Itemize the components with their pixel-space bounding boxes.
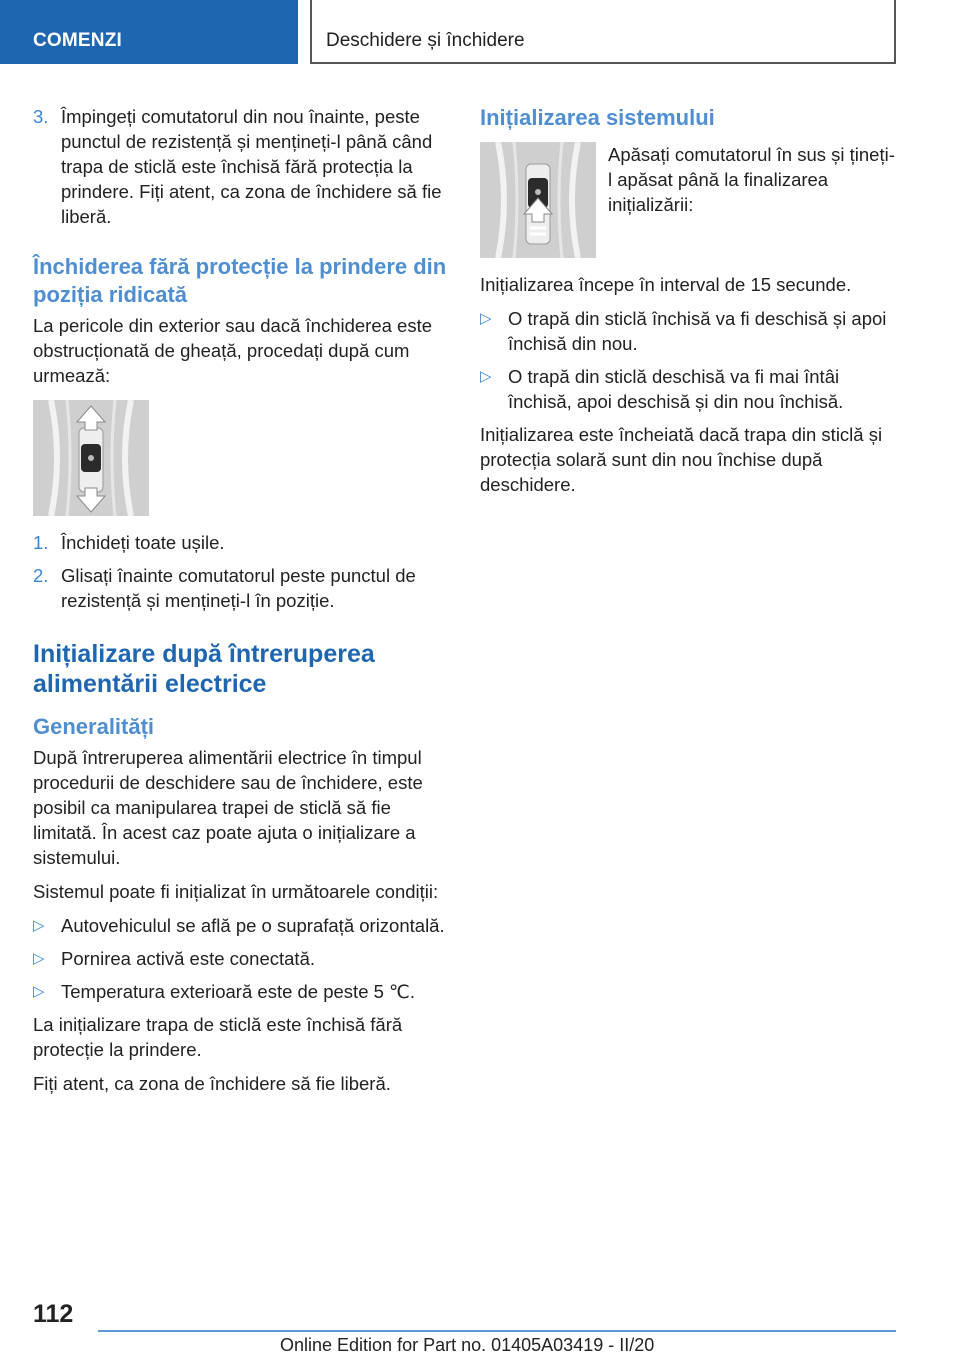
list-item xyxy=(33,979,449,1004)
section-title: Inițializare după întreruperea alimentării electrice xyxy=(33,640,375,698)
paragraph-press: Apăsați comutatorul în sus și țineți-l apăsat până la finalizarea inițializării: xyxy=(608,144,895,215)
triangle-bullet-icon: ▷ xyxy=(480,368,492,385)
heading-general: Generalități xyxy=(33,714,155,739)
triangle-bullet-icon: ▷ xyxy=(480,310,492,327)
step-item xyxy=(33,104,449,229)
list-item xyxy=(33,913,449,938)
sunroof-switch-slide-illustration xyxy=(33,400,149,516)
right-column xyxy=(480,104,896,506)
step-item xyxy=(33,530,449,555)
switch-figure-press xyxy=(480,142,596,258)
sunroof-switch-press-illustration xyxy=(480,142,596,258)
paragraph-end: Inițializarea este încheiată dacă trapa din sticlă și protecția solară sunt din nou închise după deschidere. xyxy=(480,424,883,495)
list-item-text: O trapă din sticlă deschisă va fi mai întâi închisă, apoi deschisă și din nou închisă. xyxy=(508,366,844,412)
header-chapter-label: Deschidere și închidere xyxy=(326,30,525,51)
list-item-text: Pornirea activă este conectată. xyxy=(61,948,316,969)
figure-with-text xyxy=(480,142,896,258)
triangle-bullet-icon: ▷ xyxy=(33,950,45,967)
header-section-label: COMENZI xyxy=(33,30,123,51)
triangle-bullet-icon: ▷ xyxy=(33,917,45,934)
paragraph-start: Inițializarea începe în interval de 15 secunde. xyxy=(480,274,852,295)
list-item xyxy=(480,306,896,356)
step-item xyxy=(33,563,449,613)
paragraph-attention: Fiți atent, ca zona de închidere să fie liberă. xyxy=(33,1073,391,1094)
header-section-tab xyxy=(0,0,298,64)
heading-closing: Închiderea fără protecție la prindere din poziția ridicată xyxy=(33,254,447,307)
step-list-closing xyxy=(33,530,449,613)
paragraph-conditions: Sistemul poate fi inițializat în următoarele condiții: xyxy=(33,881,439,902)
list-item xyxy=(480,364,896,414)
step-text: Închideți toate ușile. xyxy=(61,532,225,553)
step-number: 1. xyxy=(33,532,49,553)
step-text: Glisați înainte comutatorul peste punctul de rezistență și mențineți-l în poziție. xyxy=(61,565,416,611)
list-item-text: Autovehiculul se află pe o suprafață orizontală. xyxy=(61,915,445,936)
left-column xyxy=(33,104,449,1105)
step-list-top xyxy=(33,104,449,229)
paragraph-closing: La pericole din exterior sau dacă închiderea este obstrucționată de gheață, procedați după cum urmează: xyxy=(33,315,433,386)
list-item xyxy=(33,946,449,971)
footer-edition: Online Edition for Part no. 01405A03419 - II/20 xyxy=(280,1335,655,1355)
step-number: 2. xyxy=(33,565,49,586)
heading-init-system: Inițializarea sistemului xyxy=(480,105,715,130)
paragraph-init-closed: La inițializare trapa de sticlă este închisă fără protecție la prindere. xyxy=(33,1014,403,1060)
init-bullets xyxy=(480,306,896,414)
list-item-text: Temperatura exterioară este de peste 5 ℃. xyxy=(61,981,415,1002)
paragraph-general: După întreruperea alimentării electrice în timpul procedurii de deschidere sau de închidere, este posibil ca manipularea trapei de sticlă să fie limitată. În acest caz poate ajuta o inițializare a sistemului. xyxy=(33,747,423,868)
step-text: Împingeți comutatorul din nou înainte, peste punctul de rezistență și mențineți-l până când trapa de sticlă este închisă fără protecția la prindere. Fiți atent, ca zona de închidere să fie liberă. xyxy=(61,106,442,227)
list-item-text: O trapă din sticlă închisă va fi deschisă și apoi închisă din nou. xyxy=(508,308,887,354)
conditions-list xyxy=(33,913,449,1004)
triangle-bullet-icon: ▷ xyxy=(33,983,45,1000)
header-chapter-box xyxy=(310,0,896,64)
page-number: 112 xyxy=(33,1300,74,1328)
switch-figure-slide xyxy=(33,400,149,516)
footer-divider xyxy=(98,1330,896,1332)
step-number: 3. xyxy=(33,106,49,127)
